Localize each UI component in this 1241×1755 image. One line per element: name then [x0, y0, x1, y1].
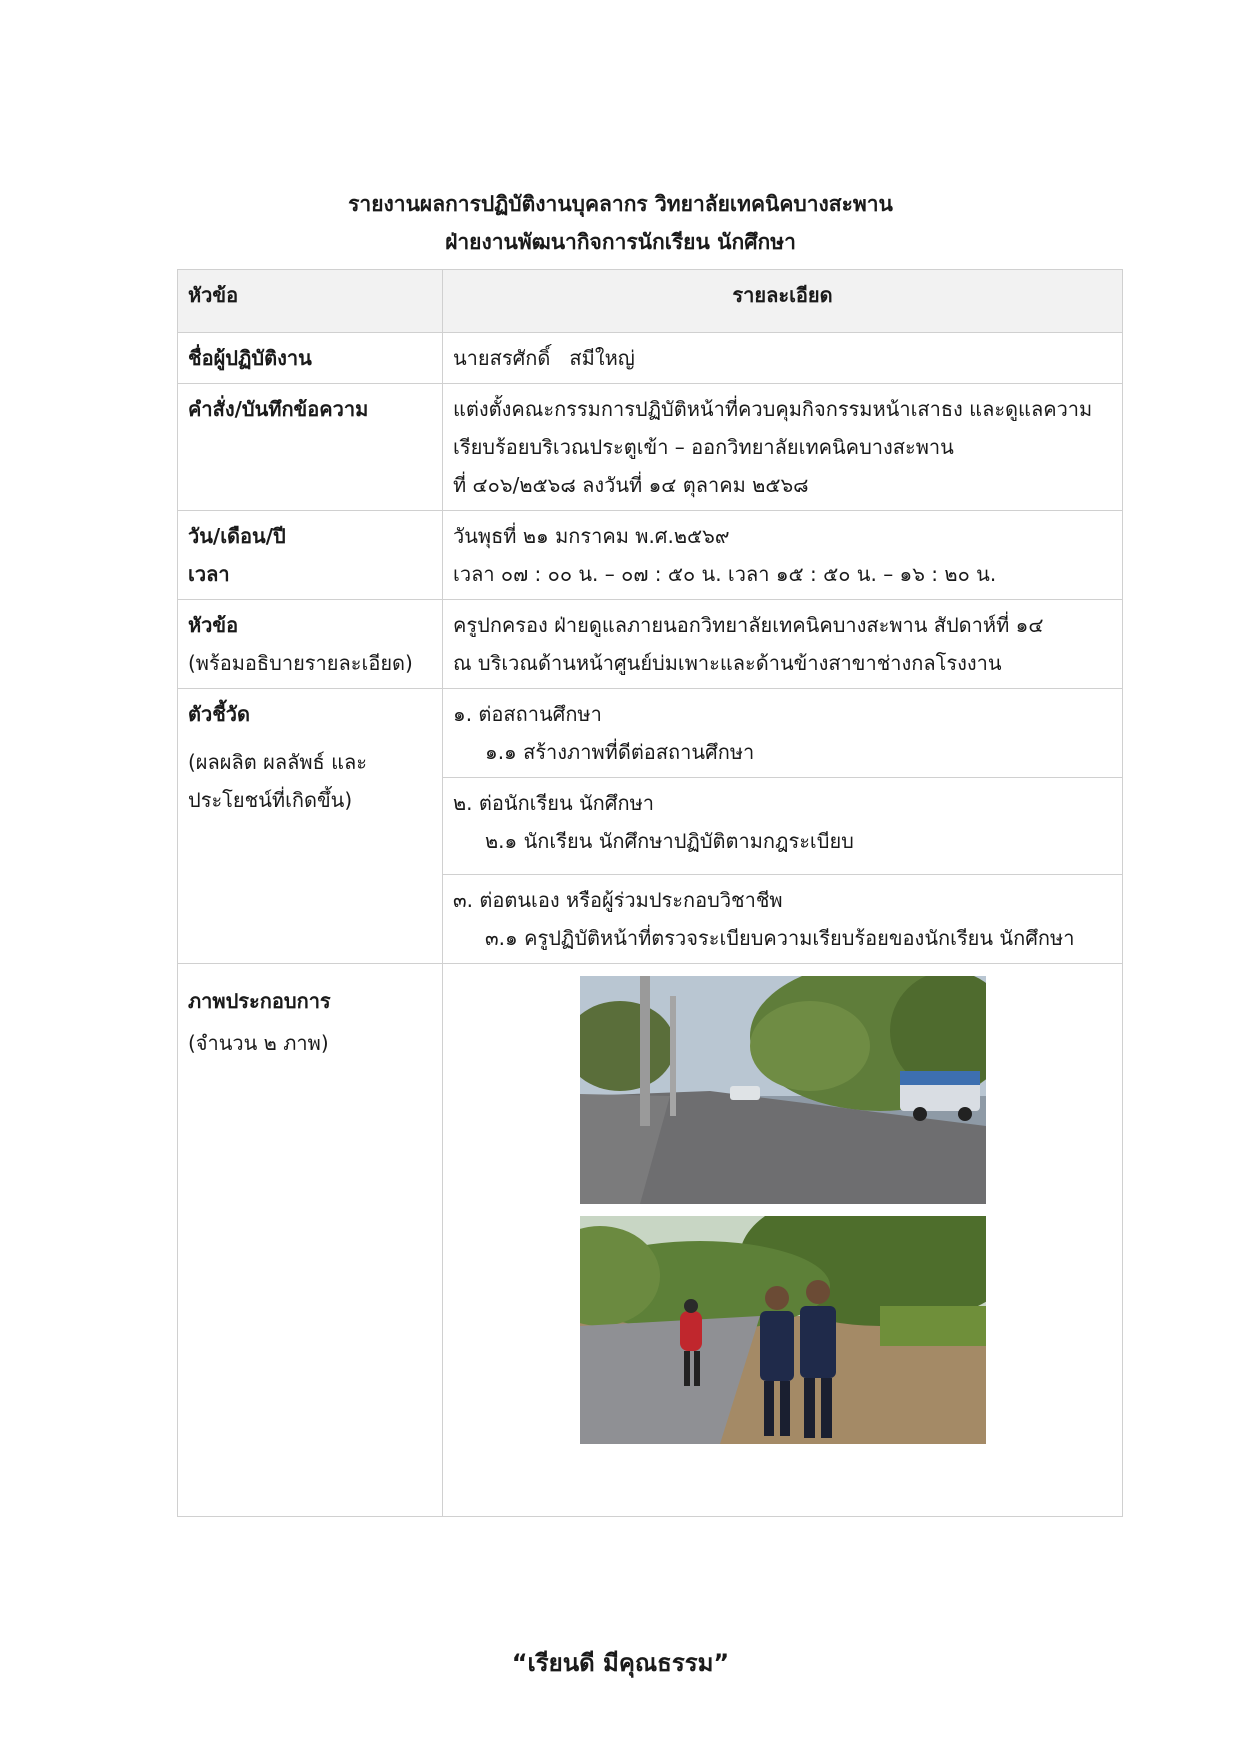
indicator-label-cell [178, 689, 443, 964]
order-line: เรียบร้อยบริเวณประตูเข้า – ออกวิทยาลัยเทคนิคบางสะพาน [453, 435, 954, 459]
topic-sublabel: (พร้อมอธิบายรายละเอียด) [188, 651, 413, 675]
table-row [178, 511, 1123, 600]
indicator-title: ๒. ต่อนักเรียน นักศึกษา [453, 791, 655, 815]
indicator-item [443, 778, 1123, 875]
indicator-item [443, 875, 1123, 964]
order-detail [443, 384, 1123, 511]
school-motto: “เรียนดี มีคุณธรรม” [511, 1649, 730, 1677]
table-row [178, 964, 1123, 1517]
indicator-sub: ๒.๑ นักเรียน นักศึกษาปฏิบัติตามกฎระเบียบ [485, 829, 854, 853]
order-label: คำสั่ง/บันทึกข้อความ [178, 384, 443, 511]
date-detail [443, 511, 1123, 600]
topic-line: ณ บริเวณด้านหน้าศูนย์บ่มเพาะและด้านข้างสาขาช่างกลโรงงาน [453, 651, 1002, 675]
table-header-row [178, 270, 1123, 333]
photos-label: ภาพประกอบการ [188, 989, 331, 1013]
report-title: รายงานผลการปฏิบัติงานบุคลากร วิทยาลัยเทคนิคบางสะพาน [348, 192, 893, 216]
indicator-title: ๑. ต่อสถานศึกษา [453, 702, 602, 726]
performer-value: นายสรศักดิ์ สมีใหญ่ [443, 333, 1123, 384]
indicator-sub: ๓.๑ ครูปฏิบัติหน้าที่ตรวจระเบียบความเรียบร้อยของนักเรียน นักศึกษา [485, 926, 1075, 950]
date-value: วันพุธที่ ๒๑ มกราคม พ.ศ.๒๕๖๙ [453, 524, 730, 548]
topic-line: ครูปกครอง ฝ่ายดูแลภายนอกวิทยาลัยเทคนิคบางสะพาน สัปดาห์ที่ ๑๔ [453, 613, 1044, 637]
photos-cell [443, 964, 1123, 1517]
table-row [178, 333, 1123, 384]
indicator-sub: ๑.๑ สร้างภาพที่ดีต่อสถานศึกษา [485, 740, 755, 764]
indicator-item [443, 689, 1123, 778]
table-row [178, 600, 1123, 689]
indicator-sublabel: ประโยชน์ที่เกิดขึ้น) [188, 788, 353, 812]
photo-students [580, 1216, 986, 1444]
photos-label-cell [178, 964, 443, 1517]
table-row [178, 384, 1123, 511]
photo-road [580, 976, 986, 1204]
time-value: เวลา ๐๗ : ๐๐ น. – ๐๗ : ๕๐ น. เวลา ๑๕ : ๕๐ น. – ๑๖ : ๒๐ น. [453, 562, 997, 586]
topic-label: หัวข้อ [188, 613, 239, 637]
topic-label-cell [178, 600, 443, 689]
report-table [177, 269, 1123, 1517]
report-subtitle: ฝ่ายงานพัฒนากิจการนักเรียน นักศึกษา [445, 230, 796, 254]
indicator-sublabel: (ผลผลิต ผลลัพธ์ และ [188, 750, 367, 774]
table-row [178, 689, 1123, 778]
col-detail-header: รายละเอียด [443, 270, 1123, 333]
date-label-cell [178, 511, 443, 600]
order-line: ที่ ๔๐๖/๒๕๖๘ ลงวันที่ ๑๔ ตุลาคม ๒๕๖๘ [453, 473, 809, 497]
topic-detail [443, 600, 1123, 689]
col-topic-header: หัวข้อ [178, 270, 443, 333]
photos-count: (จำนวน ๒ ภาพ) [188, 1031, 329, 1055]
order-line: แต่งตั้งคณะกรรมการปฏิบัติหน้าที่ควบคุมกิจกรรมหน้าเสาธง และดูแลความ [453, 397, 1093, 421]
indicator-label: ตัวชี้วัด [188, 702, 251, 726]
performer-label: ชื่อผู้ปฏิบัติงาน [178, 333, 443, 384]
indicator-title: ๓. ต่อตนเอง หรือผู้ร่วมประกอบวิชาชีพ [453, 888, 783, 912]
time-label: เวลา [188, 562, 230, 586]
date-label: วัน/เดือน/ปี [188, 524, 286, 548]
